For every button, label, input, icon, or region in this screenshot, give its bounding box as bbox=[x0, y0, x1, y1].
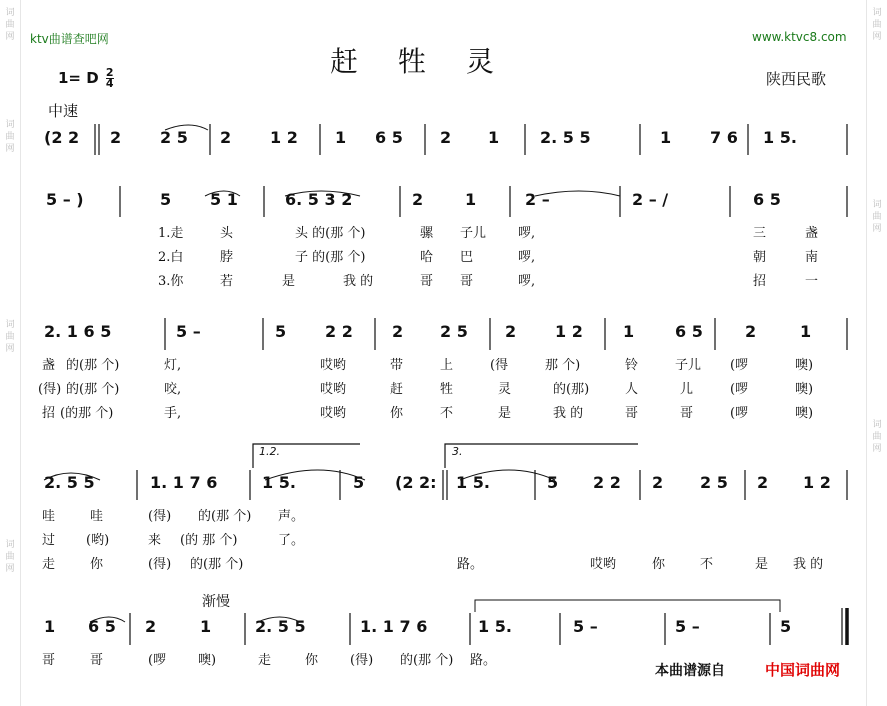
lyric-syllable: 上 bbox=[440, 358, 454, 373]
lyric-syllable: 哇 bbox=[42, 509, 56, 524]
lyric-syllable: 哈 bbox=[420, 250, 434, 265]
phrase-slur bbox=[475, 600, 780, 612]
note-group: 1 5. bbox=[456, 473, 490, 492]
note-group: 5 bbox=[275, 322, 287, 341]
lyric-syllable: 不 bbox=[700, 557, 714, 572]
lyric-syllable: (得) bbox=[148, 557, 172, 572]
note-group: 5 bbox=[353, 473, 365, 492]
watermark-glyph: 网 bbox=[5, 344, 15, 354]
watermark-glyph: 曲 bbox=[5, 132, 15, 142]
note-group: 1 bbox=[465, 190, 477, 209]
lyric-syllable: 路。 bbox=[457, 557, 484, 572]
note-group: 1 5. bbox=[262, 473, 296, 492]
volta-label: 1.2. bbox=[259, 445, 280, 458]
lyric-syllable: 3.你 bbox=[158, 274, 184, 289]
left-watermark-strip bbox=[0, 0, 21, 706]
lyric-syllable: 的(那 个) bbox=[198, 509, 252, 524]
lyric-syllable: 子 的(那 个) bbox=[295, 250, 366, 265]
note-group: 1 5. bbox=[763, 128, 797, 147]
lyric-syllable: 灵 bbox=[498, 382, 512, 397]
lyric-syllable: 牲 bbox=[440, 382, 454, 397]
lyric-syllable: 头 的(那 个) bbox=[295, 226, 366, 241]
lyric-syllable: (啰 bbox=[730, 358, 749, 373]
note-group: 2 5 bbox=[160, 128, 188, 147]
lyric-syllable: (得) bbox=[148, 509, 172, 524]
note-group: 6 5 bbox=[88, 617, 116, 636]
lyric-syllable: 的(那) bbox=[553, 382, 590, 397]
lyric-syllable: (啰 bbox=[730, 382, 749, 397]
lyric-syllable: 你 bbox=[652, 557, 666, 572]
watermark-glyph: 曲 bbox=[872, 212, 882, 222]
note-group: 2. 5 5 bbox=[44, 473, 95, 492]
lyric-syllable: 哥 bbox=[420, 274, 434, 289]
lyric-syllable: 盏 bbox=[42, 358, 56, 373]
lyric-syllable: 啰, bbox=[518, 250, 536, 265]
lyric-syllable: 我 的 bbox=[793, 557, 824, 572]
lyric-syllable: 人 bbox=[625, 382, 639, 397]
time-top: 2 bbox=[105, 66, 114, 79]
tempo-change: 渐慢 bbox=[202, 594, 230, 610]
lyric-syllable: 哥 bbox=[680, 406, 694, 421]
note-group: 1 2 bbox=[270, 128, 298, 147]
watermark-glyph: 网 bbox=[5, 144, 15, 154]
note-group: 2 bbox=[145, 617, 157, 636]
footer-site-link[interactable]: 中国词曲网 bbox=[765, 661, 841, 679]
note-group: 2. 5 5 bbox=[255, 617, 306, 636]
lyric-syllable: 了。 bbox=[278, 533, 305, 548]
lyric-syllable: 朝 bbox=[753, 250, 767, 265]
lyric-syllable: 我 的 bbox=[343, 274, 374, 289]
watermark-glyph: 网 bbox=[5, 564, 15, 574]
watermark-glyph: 词 bbox=[5, 120, 15, 130]
note-group: 6 5 bbox=[375, 128, 403, 147]
score-area bbox=[20, 0, 867, 706]
note-group: 6 5 bbox=[675, 322, 703, 341]
lyric-syllable: 声。 bbox=[278, 509, 305, 524]
watermark-glyph: 词 bbox=[872, 420, 882, 430]
key-label: 1= D bbox=[58, 69, 99, 87]
lyric-syllable: 是 bbox=[755, 557, 769, 572]
lyric-syllable: 骡 bbox=[420, 226, 434, 241]
volta-bracket-2 bbox=[445, 444, 638, 468]
note-group: 2. 5 5 bbox=[540, 128, 591, 147]
note-group: 2 2 bbox=[325, 322, 353, 341]
note-group: 1 bbox=[200, 617, 212, 636]
left-site-link[interactable]: ktv曲谱查吧网 bbox=[30, 32, 109, 46]
watermark-glyph: 曲 bbox=[5, 20, 15, 30]
note-group: 5 bbox=[160, 190, 172, 209]
lyric-syllable: 盏 bbox=[805, 226, 819, 241]
watermark-glyph: 曲 bbox=[5, 552, 15, 562]
watermark-glyph: 词 bbox=[872, 8, 882, 18]
lyric-syllable: 带 bbox=[390, 358, 404, 373]
lyric-syllable: 哇 bbox=[90, 509, 104, 524]
lyric-syllable: 2.白 bbox=[158, 250, 184, 265]
volta-label: 3. bbox=[452, 445, 463, 458]
lyric-syllable: 的(那 个) bbox=[190, 557, 244, 572]
lyric-syllable: 你 bbox=[390, 406, 404, 421]
lyric-syllable: 过 bbox=[42, 533, 56, 548]
lyric-syllable: 哥 bbox=[90, 653, 104, 668]
lyric-syllable: 1.走 bbox=[158, 226, 184, 241]
watermark-glyph: 曲 bbox=[5, 332, 15, 342]
lyric-syllable: 是 bbox=[498, 406, 512, 421]
lyric-syllable: 我 的 bbox=[553, 406, 584, 421]
note-group: 2 2 bbox=[593, 473, 621, 492]
note-group: 1 5. bbox=[478, 617, 512, 636]
note-group: 5 1 bbox=[210, 190, 238, 209]
lyric-syllable: (得 bbox=[490, 358, 509, 373]
note-group: 5 bbox=[547, 473, 559, 492]
lyric-syllable: 哎哟 bbox=[320, 382, 347, 397]
lyric-syllable: 子儿 bbox=[675, 358, 702, 373]
lyric-syllable: 不 bbox=[440, 406, 454, 421]
lyric-syllable: 赶 bbox=[390, 382, 404, 397]
footer-source-label: 本曲谱源自 bbox=[655, 663, 725, 679]
lyric-syllable: 铃 bbox=[625, 358, 639, 373]
note-group: 7 6 bbox=[710, 128, 738, 147]
note-group: 2 5 bbox=[440, 322, 468, 341]
note-group: 5 – bbox=[176, 322, 201, 341]
note-group: 2 – / bbox=[632, 190, 669, 209]
song-origin: 陕西民歌 bbox=[766, 70, 827, 88]
lyric-syllable: 头 bbox=[220, 226, 234, 241]
note-group: 1 bbox=[44, 617, 56, 636]
lyric-syllable: 你 bbox=[90, 557, 104, 572]
lyric-syllable: 的(那 个) bbox=[400, 653, 454, 668]
lyric-syllable: 噢) bbox=[795, 358, 814, 373]
right-watermark-strip bbox=[866, 0, 887, 706]
note-group: 5 bbox=[780, 617, 792, 636]
watermark-glyph: 词 bbox=[5, 8, 15, 18]
lyric-syllable: 那 个) bbox=[545, 358, 581, 373]
lyric-syllable: (啰 bbox=[730, 406, 749, 421]
note-group: (2 2 bbox=[44, 128, 80, 147]
note-group: 2. 1 6 5 bbox=[44, 322, 112, 341]
lyric-syllable: 南 bbox=[805, 250, 819, 265]
lyric-syllable: 来 bbox=[148, 533, 162, 548]
lyric-syllable: 的(那 个) bbox=[66, 358, 120, 373]
lyric-syllable: 哥 bbox=[625, 406, 639, 421]
lyric-syllable: 咬, bbox=[164, 382, 182, 397]
lyric-syllable: 一 bbox=[805, 274, 819, 289]
watermark-glyph: 词 bbox=[5, 320, 15, 330]
lyric-syllable: 若 bbox=[220, 274, 234, 289]
lyric-syllable: (的那 个) bbox=[60, 406, 114, 421]
note-group: 5 – ) bbox=[46, 190, 84, 209]
note-group: 2 bbox=[110, 128, 122, 147]
lyric-syllable: 哥 bbox=[42, 653, 56, 668]
lyric-syllable: 噢) bbox=[795, 406, 814, 421]
lyric-syllable: 手, bbox=[164, 406, 182, 421]
note-group: 6. 5 3 2 bbox=[285, 190, 353, 209]
lyric-syllable: (得) bbox=[350, 653, 374, 668]
lyric-syllable: 走 bbox=[42, 557, 56, 572]
lyric-syllable: 噢) bbox=[198, 653, 217, 668]
note-group: 1 bbox=[335, 128, 347, 147]
lyric-syllable: 哎哟 bbox=[590, 557, 617, 572]
note-group: 5 – bbox=[675, 617, 700, 636]
watermark-glyph: 网 bbox=[872, 444, 882, 454]
lyric-syllable: (得) bbox=[38, 382, 62, 397]
lyric-syllable: (的 那 个) bbox=[180, 533, 238, 548]
lyric-syllable: 啰, bbox=[518, 226, 536, 241]
note-group: 2 bbox=[412, 190, 424, 209]
time-bottom: 4 bbox=[105, 77, 114, 90]
note-group: 2 bbox=[505, 322, 517, 341]
lyric-syllable: 哎哟 bbox=[320, 406, 347, 421]
note-group: 1 2 bbox=[803, 473, 831, 492]
watermark-glyph: 曲 bbox=[872, 20, 882, 30]
watermark-glyph: 网 bbox=[872, 32, 882, 42]
lyric-syllable: (啰 bbox=[148, 653, 167, 668]
note-group: 2 bbox=[652, 473, 664, 492]
lyric-syllable: 是 bbox=[282, 274, 296, 289]
watermark-glyph: 词 bbox=[5, 540, 15, 550]
note-group: 1 bbox=[800, 322, 812, 341]
lyric-syllable: (哟) bbox=[86, 533, 110, 548]
watermark-glyph: 词 bbox=[872, 200, 882, 210]
note-group: 1. 1 7 6 bbox=[360, 617, 428, 636]
lyric-syllable: 灯, bbox=[164, 358, 182, 373]
right-site-link[interactable]: www.ktvc8.com bbox=[752, 30, 847, 44]
lyric-syllable: 的(那 个) bbox=[66, 382, 120, 397]
barlines-layer bbox=[20, 0, 867, 706]
lyric-syllable: 你 bbox=[305, 653, 319, 668]
lyric-syllable: 走 bbox=[258, 653, 272, 668]
lyric-syllable: 儿 bbox=[680, 382, 694, 397]
lyric-syllable: 路。 bbox=[470, 653, 497, 668]
lyric-syllable: 哎哟 bbox=[320, 358, 347, 373]
note-group: 1 bbox=[660, 128, 672, 147]
watermark-glyph: 曲 bbox=[872, 432, 882, 442]
lyric-syllable: 噢) bbox=[795, 382, 814, 397]
note-group: 1 bbox=[488, 128, 500, 147]
note-group: 1. 1 7 6 bbox=[150, 473, 218, 492]
note-group: 6 5 bbox=[753, 190, 781, 209]
note-group: 2 bbox=[440, 128, 452, 147]
watermark-glyph: 网 bbox=[872, 224, 882, 234]
lyric-syllable: 招 bbox=[42, 406, 56, 421]
note-group: 2 bbox=[745, 322, 757, 341]
lyric-syllable: 哥 bbox=[460, 274, 474, 289]
note-group: (2 2: bbox=[395, 473, 437, 492]
lyric-syllable: 招 bbox=[753, 274, 767, 289]
lyric-syllable: 子儿 bbox=[460, 226, 487, 241]
note-group: 2 bbox=[392, 322, 404, 341]
lyric-syllable: 巴 bbox=[460, 250, 474, 265]
lyric-syllable: 脖 bbox=[220, 250, 234, 265]
note-group: 2 bbox=[220, 128, 232, 147]
note-group: 2 – bbox=[525, 190, 550, 209]
note-group: 2 bbox=[757, 473, 769, 492]
note-group: 2 5 bbox=[700, 473, 728, 492]
note-group: 1 2 bbox=[555, 322, 583, 341]
song-title: 赶牲灵 bbox=[330, 45, 535, 78]
note-group: 5 – bbox=[573, 617, 598, 636]
note-group: 1 bbox=[623, 322, 635, 341]
tempo-marking: 中速 bbox=[48, 102, 79, 120]
watermark-glyph: 网 bbox=[5, 32, 15, 42]
lyric-syllable: 啰, bbox=[518, 274, 536, 289]
lyric-syllable: 三 bbox=[753, 226, 767, 241]
